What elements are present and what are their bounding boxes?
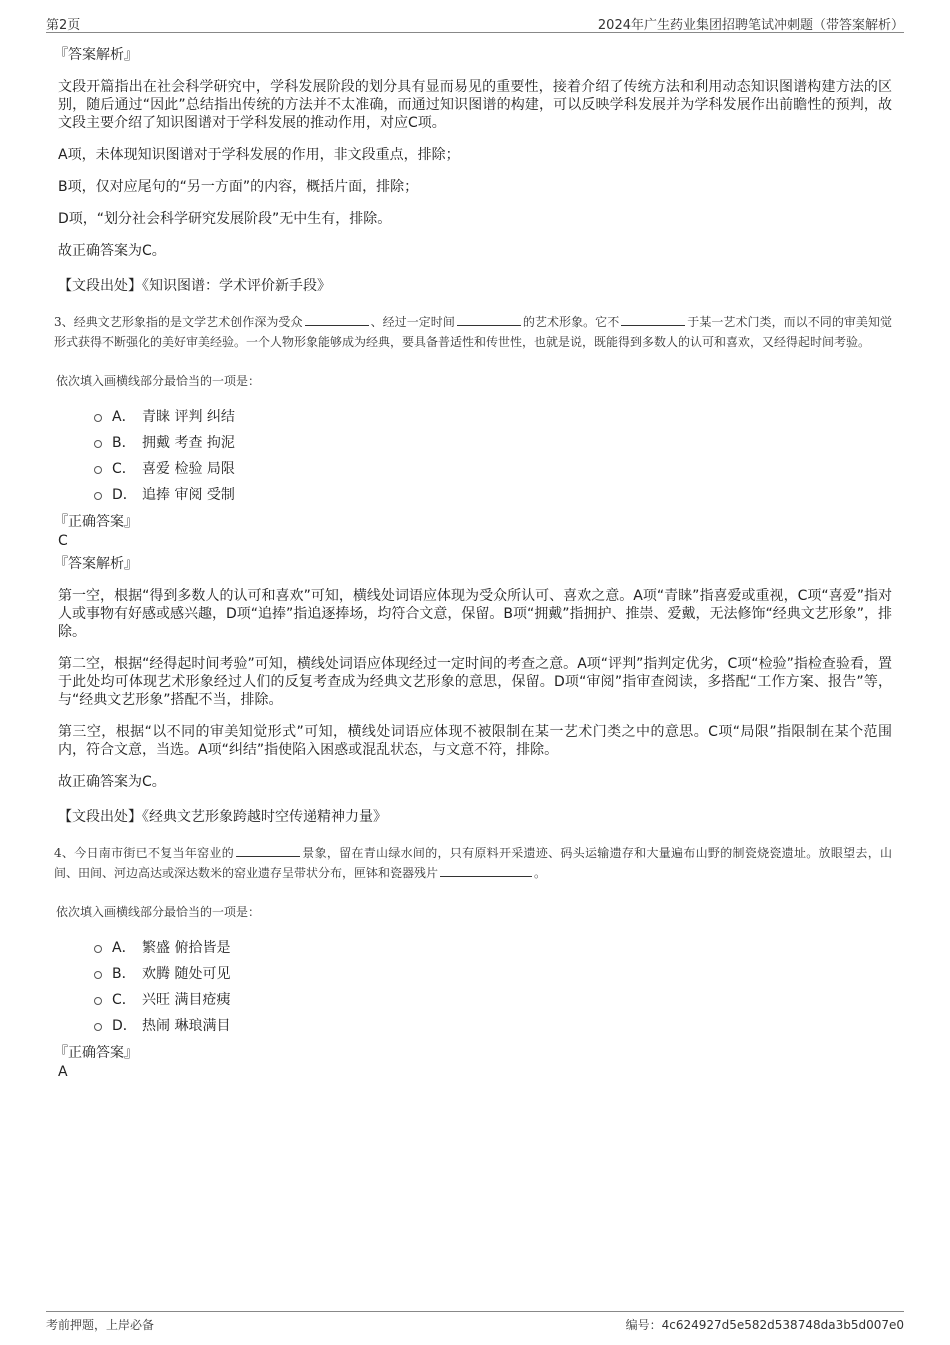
source-citation: 【文段出处】《经典文艺形象跨越时空传递精神力量》: [58, 809, 387, 825]
source-citation: 【文段出处】《知识图谱：学术评价新手段》: [58, 278, 331, 294]
fill-blank: [621, 313, 685, 326]
document-code: 编号：4c624927d5e582d538748da3b5d007e0: [625, 1318, 904, 1332]
option-list: [94, 934, 904, 1038]
analysis-label: 『答案解析』: [54, 556, 138, 572]
radio-circle-icon[interactable]: [94, 440, 102, 448]
page-content: [46, 44, 904, 1080]
radio-circle-icon[interactable]: [94, 466, 102, 474]
radio-circle-icon[interactable]: [94, 971, 102, 979]
document-title: 2024年广生药业集团招聘笔试冲刺题（带答案解析）: [597, 18, 904, 33]
analysis-paragraph: 第二空，根据“经得起时间考验”可知，横线处词语应体现经过一定时间的考查之意。A项“评判”指判定优劣，C项“检验”指检查验看，置于此处均可体现艺术形象经过人们的反复考查成为经典文艺形象的意思，保留。D项“审阅”指审查阅读，多搭配“工作方案、报告”等，与“经典文艺形象”搭配不当，排除。: [58, 656, 892, 708]
radio-circle-icon[interactable]: [94, 414, 102, 422]
answer-conclusion: 故正确答案为C。: [58, 243, 166, 259]
analysis-label: 『答案解析』: [54, 47, 138, 63]
option-c[interactable]: C． 兴旺 满目疮痍: [94, 986, 904, 1012]
fill-blank: [457, 313, 521, 326]
option-a[interactable]: A． 繁盛 俯拾皆是: [94, 934, 904, 960]
correct-answer: C: [58, 533, 68, 549]
page-header: [46, 12, 904, 33]
correct-answer-label: 『正确答案』: [54, 514, 138, 530]
question-prompt: 依次填入画横线部分最恰当的一项是：: [56, 374, 261, 388]
option-list: [94, 403, 904, 507]
analysis-paragraph: 第三空，根据“以不同的审美知觉形式”可知，横线处词语应体现不被限制在某一艺术门类之中的意思。C项“局限”指限制在某个范围内，符合文意，当选。A项“纠结”指使陷入困惑或混乱状态，与文意不符，排除。: [58, 724, 892, 758]
analysis-paragraph: A项，未体现知识图谱对于学科发展的作用，非文段重点，排除；: [58, 147, 460, 163]
radio-circle-icon[interactable]: [94, 1023, 102, 1031]
fill-blank: [440, 864, 532, 877]
correct-answer: A: [58, 1064, 68, 1080]
analysis-paragraph: 文段开篇指出在社会科学研究中，学科发展阶段的划分具有显而易见的重要性，接着介绍了传统方法和利用动态知识图谱构建方法的区别，随后通过“因此”总结指出传统的方法并不太准确，而通过知识图谱的构建，可以反映学科发展并为学科发展作出前瞻性的预判，故文段主要介绍了知识图谱对于学科发展的推动作用，对应C项。: [58, 79, 892, 131]
radio-circle-icon[interactable]: [94, 492, 102, 500]
option-d[interactable]: D． 热闹 琳琅满目: [94, 1012, 904, 1038]
option-b[interactable]: B． 拥戴 考查 拘泥: [94, 429, 904, 455]
radio-circle-icon[interactable]: [94, 997, 102, 1005]
analysis-paragraph: B项，仅对应尾句的“另一方面”的内容，概括片面，排除；: [58, 179, 419, 195]
fill-blank: [305, 313, 369, 326]
footer-slogan: 考前押题，上岸必备: [46, 1318, 155, 1332]
page-footer: [46, 1311, 904, 1334]
question-stem: 4、今日南市街已不复当年窑业的 景象，留在青山绿水间的，只有原料开采遗迹、码头运输遗存和大量遍布山野的制瓷烧瓷遗址。放眼望去，山间、田间、河边高达或深达数米的窑业遗存呈带状分布，匣钵和瓷器残片 。: [54, 846, 892, 880]
page-number: 第2页: [46, 18, 81, 33]
radio-circle-icon[interactable]: [94, 945, 102, 953]
analysis-paragraph: 第一空，根据“得到多数人的认可和喜欢”可知，横线处词语应体现为受众所认可、喜欢之意。A项“青睐”指喜爱或重视，C项“喜爱”指对人或事物有好感或感兴趣，D项“追捧”指追逐捧场，均符合文意，保留。B项“拥戴”指拥护、推崇、爱戴，无法修饰“经典文艺形象”，排除。: [58, 588, 892, 640]
option-d[interactable]: D． 追捧 审阅 受制: [94, 481, 904, 507]
option-a[interactable]: A． 青睐 评判 纠结: [94, 403, 904, 429]
question-stem: 3、经典文艺形象指的是文学艺术创作深为受众 、经过一定时间 的艺术形象。它不 于某一艺术门类，而以不同的审美知觉形式获得不断强化的美好审美经验。一个人物形象能够成为经典，要具备普适性和传世性，也就是说，既能得到多数人的认可和喜欢，又经得起时间考验。: [54, 315, 892, 349]
correct-answer-label: 『正确答案』: [54, 1045, 138, 1061]
question-prompt: 依次填入画横线部分最恰当的一项是：: [56, 905, 261, 919]
analysis-paragraph: D项，“划分社会科学研究发展阶段”无中生有，排除。: [58, 211, 392, 227]
option-c[interactable]: C． 喜爱 检验 局限: [94, 455, 904, 481]
option-b[interactable]: B． 欢腾 随处可见: [94, 960, 904, 986]
answer-conclusion: 故正确答案为C。: [58, 774, 166, 790]
fill-blank: [236, 844, 300, 857]
